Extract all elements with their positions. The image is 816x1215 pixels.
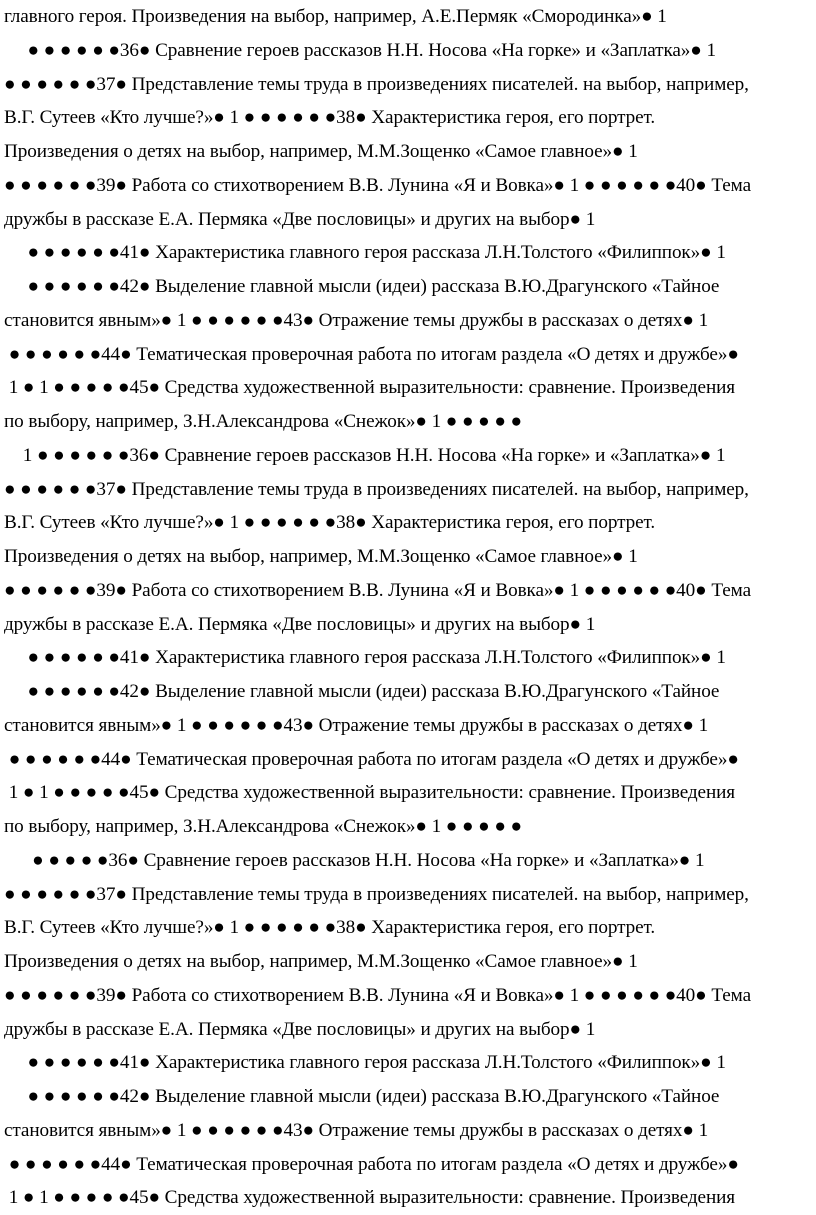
text-line: ● ● ● ● ● ●44● Тематическая проверочная работа по итогам раздела «О детях и дружбе»● [4, 748, 739, 770]
text-line: ● ● ● ● ● ●41● Характеристика главного героя рассказа Л.Н.Толстого «Филиппок»● 1 [4, 647, 726, 669]
text-line: становится явным»● 1 ● ● ● ● ● ●43● Отражение темы дружбы в рассказах о детях● 1 [4, 714, 709, 736]
text-line: 1 ● 1 ● ● ● ● ●45● Средства художественной выразительности: сравнение. Произведения [4, 377, 736, 399]
text-line: ● ● ● ● ● ●44● Тематическая проверочная работа по итогам раздела «О детях и дружбе»● [4, 343, 739, 365]
text-line: 1 ● 1 ● ● ● ● ●45● Средства художественной выразительности: сравнение. Произведения [4, 1187, 736, 1209]
text-line: ● ● ● ● ● ●37● Представление темы труда в произведениях писателей. на выбор, например, [4, 73, 749, 95]
text-line: дружбы в рассказе Е.А. Пермяка «Две пословицы» и других на выбор● 1 [4, 1018, 596, 1040]
text-line: 1 ● 1 ● ● ● ● ●45● Средства художественной выразительности: сравнение. Произведения [4, 782, 736, 804]
text-line: В.Г. Сутеев «Кто лучше?»● 1 ● ● ● ● ● ●38● Характеристика героя, его портрет. [4, 917, 656, 939]
text-line: ● ● ● ● ● ●39● Работа со стихотворением В.В. Лунина «Я и Вовка»● 1 ● ● ● ● ● ●40● Тема [4, 174, 751, 196]
text-line: по выбору, например, З.Н.Александрова «Снежок»● 1 ● ● ● ● ● [4, 816, 523, 837]
text-line: ● ● ● ● ● ●44● Тематическая проверочная работа по итогам раздела «О детях и дружбе»● [4, 1153, 739, 1175]
text-line: дружбы в рассказе Е.А. Пермяка «Две пословицы» и других на выбор● 1 [4, 208, 596, 230]
text-line: дружбы в рассказе Е.А. Пермяка «Две пословицы» и других на выбор● 1 [4, 613, 596, 635]
text-line: ● ● ● ● ●36● Сравнение героев рассказов Н.Н. Носова «На горке» и «Заплатка»● 1 [4, 849, 705, 871]
text-line: Произведения о детях на выбор, например, М.М.Зощенко «Самое главное»● 1 [4, 951, 638, 972]
text-line: ● ● ● ● ● ●42● Выделение главной мысли (идеи) рассказа В.Ю.Драгунского «Тайное [4, 276, 720, 297]
text-line: по выбору, например, З.Н.Александрова «Снежок»● 1 ● ● ● ● ● [4, 411, 523, 432]
text-line: главного героя. Произведения на выбор, например, А.Е.Пермяк «Смородинка»● 1 [4, 6, 667, 27]
text-line: ● ● ● ● ● ●42● Выделение главной мысли (идеи) рассказа В.Ю.Драгунского «Тайное [4, 1086, 720, 1107]
text-line: ● ● ● ● ● ●39● Работа со стихотворением В.В. Лунина «Я и Вовка»● 1 ● ● ● ● ● ●40● Тема [4, 579, 751, 601]
text-line: ● ● ● ● ● ●37● Представление темы труда в произведениях писателей. на выбор, например, [4, 478, 749, 500]
text-line: 1 ● ● ● ● ● ●36● Сравнение героев рассказов Н.Н. Носова «На горке» и «Заплатка»● 1 [4, 444, 726, 466]
text-line: ● ● ● ● ● ●39● Работа со стихотворением В.В. Лунина «Я и Вовка»● 1 ● ● ● ● ● ●40● Тема [4, 984, 751, 1006]
text-line: ● ● ● ● ● ●42● Выделение главной мысли (идеи) рассказа В.Ю.Драгунского «Тайное [4, 681, 720, 702]
text-line: ● ● ● ● ● ●41● Характеристика главного героя рассказа Л.Н.Толстого «Филиппок»● 1 [4, 242, 726, 264]
text-line: ● ● ● ● ● ●41● Характеристика главного героя рассказа Л.Н.Толстого «Филиппок»● 1 [4, 1052, 726, 1074]
text-line: В.Г. Сутеев «Кто лучше?»● 1 ● ● ● ● ● ●38● Характеристика героя, его портрет. [4, 512, 656, 534]
text-line: Произведения о детях на выбор, например, М.М.Зощенко «Самое главное»● 1 [4, 141, 638, 162]
text-line: ● ● ● ● ● ●37● Представление темы труда в произведениях писателей. на выбор, например, [4, 883, 749, 905]
text-line: Произведения о детях на выбор, например, М.М.Зощенко «Самое главное»● 1 [4, 546, 638, 567]
text-line: ● ● ● ● ● ●36● Сравнение героев рассказов Н.Н. Носова «На горке» и «Заплатка»● 1 [4, 39, 716, 61]
text-line: В.Г. Сутеев «Кто лучше?»● 1 ● ● ● ● ● ●38● Характеристика героя, его портрет. [4, 107, 656, 129]
text-line: становится явным»● 1 ● ● ● ● ● ●43● Отражение темы дружбы в рассказах о детях● 1 [4, 1119, 709, 1141]
text-line: становится явным»● 1 ● ● ● ● ● ●43● Отражение темы дружбы в рассказах о детях● 1 [4, 309, 709, 331]
